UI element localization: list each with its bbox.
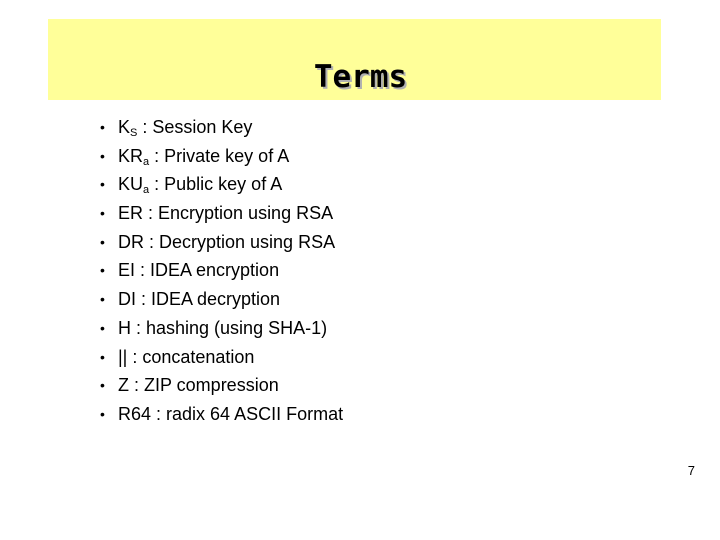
bullet-icon: • [100,348,105,365]
term-definition: : Private key of A [149,145,290,166]
bullet-icon: • [100,205,105,222]
bullet-icon: • [100,119,105,135]
bullet-icon: • [100,147,105,164]
term-definition: : Public key of A [149,174,283,195]
term-subscript: S [130,127,138,139]
term-base: KR [118,145,144,166]
term-text: DI : IDEA decryption [118,289,281,310]
bullet-icon: • [100,233,105,250]
term-base: K [118,117,131,137]
bullet-icon: • [100,291,105,308]
term-base: KU [118,174,144,195]
bullet-icon: • [100,377,105,394]
term-text: H : hashing (using SHA-1) [118,317,328,338]
term-text: EI : IDEA encryption [118,260,280,281]
term-text: DR : Decryption using RSA [118,231,336,252]
term-text: R64 : radix 64 ASCII Format [118,403,344,424]
bullet-icon: • [100,319,105,336]
term-subscript: a [143,184,150,197]
term-subscript: a [143,155,150,168]
bullet-icon: • [100,176,105,193]
term-text: Z : ZIP compression [118,375,279,396]
title-banner [48,19,661,100]
slide-title: Terms [313,59,408,95]
term-definition: : Session Key [137,117,253,137]
term-text: || : concatenation [118,346,255,367]
bullet-icon: • [100,405,105,422]
term-text: ER : Encryption using RSA [118,203,334,224]
page-number: 7 [687,463,695,478]
bullet-icon: • [100,262,105,279]
